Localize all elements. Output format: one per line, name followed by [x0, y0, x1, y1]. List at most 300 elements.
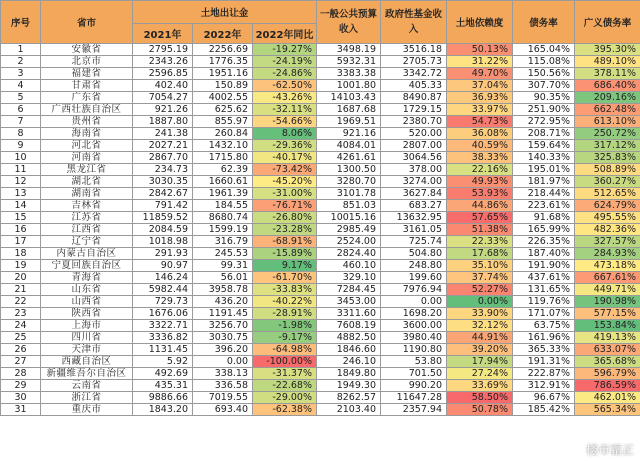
cell-budget: 3383.38: [317, 68, 381, 80]
cell-dependency: 44.86%: [447, 200, 513, 212]
cell-fund: 0.00: [381, 296, 447, 308]
cell-dependency: 27.24%: [447, 368, 513, 380]
cell-fund: 520.00: [381, 128, 447, 140]
cell-yoy: -1.98%: [253, 320, 317, 332]
cell-land-2022: 0.00: [193, 356, 253, 368]
cell-broad-debt: 153.84%: [575, 320, 640, 332]
header-yoy: 2022年同比: [253, 24, 317, 44]
cell-seq: 28: [1, 368, 41, 380]
cell-budget: 1969.51: [317, 116, 381, 128]
cell-seq: 7: [1, 116, 41, 128]
cell-debt: 96.67%: [513, 392, 575, 404]
cell-land-2021: 921.26: [133, 104, 193, 116]
cell-budget: 1849.80: [317, 368, 381, 380]
cell-budget: 2524.00: [317, 236, 381, 248]
cell-land-2022: 1951.16: [193, 68, 253, 80]
cell-broad-debt: 667.61%: [575, 272, 640, 284]
cell-land-2021: 90.97: [133, 260, 193, 272]
cell-land-2022: 3030.75: [193, 332, 253, 344]
table-row: [1, 368, 640, 380]
cell-yoy: -32.11%: [253, 104, 317, 116]
cell-broad-debt: 577.15%: [575, 308, 640, 320]
cell-province: 福建省: [41, 68, 133, 80]
table-row: [1, 320, 640, 332]
cell-land-2021: 234.73: [133, 164, 193, 176]
cell-seq: 17: [1, 236, 41, 248]
cell-seq: 24: [1, 320, 41, 332]
header-debt: 债务率: [513, 1, 575, 44]
cell-seq: 9: [1, 140, 41, 152]
cell-yoy: -62.50%: [253, 80, 317, 92]
table-row: [1, 164, 640, 176]
cell-seq: 3: [1, 68, 41, 80]
cell-fund: 683.27: [381, 200, 447, 212]
cell-land-2022: 150.89: [193, 80, 253, 92]
cell-land-2021: 1676.06: [133, 308, 193, 320]
cell-land-2022: 4002.55: [193, 92, 253, 104]
cell-seq: 22: [1, 296, 41, 308]
cell-debt: 90.35%: [513, 92, 575, 104]
cell-land-2021: 5.92: [133, 356, 193, 368]
cell-broad-debt: 449.71%: [575, 284, 640, 296]
table-row: [1, 56, 640, 68]
cell-dependency: 58.50%: [447, 392, 513, 404]
cell-fund: 3161.05: [381, 224, 447, 236]
cell-seq: 12: [1, 176, 41, 188]
cell-broad-debt: 190.98%: [575, 296, 640, 308]
cell-yoy: -31.37%: [253, 368, 317, 380]
cell-province: 云南省: [41, 380, 133, 392]
cell-land-2022: 338.13: [193, 368, 253, 380]
cell-land-2021: 2343.26: [133, 56, 193, 68]
cell-broad-debt: 624.79%: [575, 200, 640, 212]
cell-yoy: -24.19%: [253, 56, 317, 68]
cell-broad-debt: 596.79%: [575, 368, 640, 380]
cell-land-2022: 7019.55: [193, 392, 253, 404]
cell-yoy: -29.36%: [253, 140, 317, 152]
cell-fund: 405.33: [381, 80, 447, 92]
cell-budget: 1949.30: [317, 380, 381, 392]
cell-seq: 11: [1, 164, 41, 176]
table-row: [1, 92, 640, 104]
cell-seq: 13: [1, 188, 41, 200]
cell-budget: 2103.40: [317, 404, 381, 416]
cell-land-2022: 336.58: [193, 380, 253, 392]
cell-fund: 7976.94: [381, 284, 447, 296]
cell-dependency: 36.08%: [447, 128, 513, 140]
cell-dependency: 54.73%: [447, 116, 513, 128]
cell-yoy: -26.80%: [253, 212, 317, 224]
table-row: [1, 332, 640, 344]
cell-yoy: -62.38%: [253, 404, 317, 416]
cell-land-2022: 62.39: [193, 164, 253, 176]
cell-land-2022: 56.01: [193, 272, 253, 284]
table-row: [1, 152, 640, 164]
cell-seq: 31: [1, 404, 41, 416]
cell-fund: 13632.95: [381, 212, 447, 224]
cell-seq: 10: [1, 152, 41, 164]
cell-province: 吉林省: [41, 200, 133, 212]
cell-debt: 165.04%: [513, 44, 575, 56]
cell-fund: 2380.70: [381, 116, 447, 128]
table-row: [1, 212, 640, 224]
cell-budget: 4261.61: [317, 152, 381, 164]
header-fund: 政府性基金收入: [381, 1, 447, 44]
cell-fund: 11647.28: [381, 392, 447, 404]
cell-land-2022: 1961.39: [193, 188, 253, 200]
cell-broad-debt: 662.48%: [575, 104, 640, 116]
cell-debt: 187.40%: [513, 248, 575, 260]
cell-broad-debt: 482.36%: [575, 224, 640, 236]
cell-seq: 2: [1, 56, 41, 68]
cell-seq: 21: [1, 284, 41, 296]
cell-seq: 14: [1, 200, 41, 212]
cell-broad-debt: 473.18%: [575, 260, 640, 272]
cell-fund: 2705.73: [381, 56, 447, 68]
cell-budget: 4084.01: [317, 140, 381, 152]
table-row: [1, 272, 640, 284]
cell-budget: 1300.50: [317, 164, 381, 176]
cell-fund: 3627.84: [381, 188, 447, 200]
cell-land-2021: 1843.20: [133, 404, 193, 416]
cell-land-2021: 7054.27: [133, 92, 193, 104]
cell-debt: 140.33%: [513, 152, 575, 164]
cell-dependency: 38.33%: [447, 152, 513, 164]
cell-land-2022: 396.20: [193, 344, 253, 356]
cell-province: 安徽省: [41, 44, 133, 56]
cell-seq: 19: [1, 260, 41, 272]
cell-province: 江西省: [41, 224, 133, 236]
cell-province: 黑龙江省: [41, 164, 133, 176]
cell-fund: 990.20: [381, 380, 447, 392]
cell-fund: 504.80: [381, 248, 447, 260]
cell-land-2021: 1887.80: [133, 116, 193, 128]
cell-province: 山西省: [41, 296, 133, 308]
cell-land-2021: 291.93: [133, 248, 193, 260]
cell-land-2021: 3322.71: [133, 320, 193, 332]
cell-budget: 1687.68: [317, 104, 381, 116]
cell-budget: 460.10: [317, 260, 381, 272]
cell-debt: 208.71%: [513, 128, 575, 140]
cell-land-2022: 2256.69: [193, 44, 253, 56]
cell-debt: 150.56%: [513, 68, 575, 80]
cell-debt: 195.01%: [513, 164, 575, 176]
table-row: [1, 404, 640, 416]
cell-dependency: 33.97%: [447, 104, 513, 116]
cell-seq: 15: [1, 212, 41, 224]
cell-province: 重庆市: [41, 404, 133, 416]
cell-dependency: 50.13%: [447, 44, 513, 56]
cell-land-2021: 2795.19: [133, 44, 193, 56]
cell-broad-debt: 495.55%: [575, 212, 640, 224]
table-row: [1, 284, 640, 296]
header-2021: 2021年: [133, 24, 193, 44]
cell-land-2022: 1715.80: [193, 152, 253, 164]
cell-province: 贵州省: [41, 116, 133, 128]
cell-land-2021: 2867.70: [133, 152, 193, 164]
cell-fund: 701.50: [381, 368, 447, 380]
cell-province: 宁夏回族自治区: [41, 260, 133, 272]
cell-seq: 5: [1, 92, 41, 104]
cell-seq: 8: [1, 128, 41, 140]
cell-land-2021: 1131.45: [133, 344, 193, 356]
cell-province: 山东省: [41, 284, 133, 296]
cell-yoy: -40.17%: [253, 152, 317, 164]
header-province: 省市: [41, 1, 133, 44]
cell-land-2022: 693.40: [193, 404, 253, 416]
watermark: [570, 441, 634, 458]
cell-dependency: 33.69%: [447, 380, 513, 392]
cell-debt: 191.31%: [513, 356, 575, 368]
cell-broad-debt: 209.16%: [575, 92, 640, 104]
cell-debt: 191.90%: [513, 260, 575, 272]
cell-seq: 30: [1, 392, 41, 404]
cell-dependency: 36.93%: [447, 92, 513, 104]
cell-yoy: 9.17%: [253, 260, 317, 272]
cell-debt: 115.08%: [513, 56, 575, 68]
cell-dependency: 53.93%: [447, 188, 513, 200]
cell-land-2022: 3958.78: [193, 284, 253, 296]
cell-yoy: -73.42%: [253, 164, 317, 176]
cell-province: 辽宁省: [41, 236, 133, 248]
table-row: [1, 176, 640, 188]
cell-dependency: 37.74%: [447, 272, 513, 284]
cell-fund: 8490.87: [381, 92, 447, 104]
cell-yoy: -22.68%: [253, 380, 317, 392]
cell-seq: 18: [1, 248, 41, 260]
cell-seq: 26: [1, 344, 41, 356]
cell-province: 甘肃省: [41, 80, 133, 92]
cell-dependency: 22.33%: [447, 236, 513, 248]
cell-debt: 119.76%: [513, 296, 575, 308]
cell-land-2021: 729.73: [133, 296, 193, 308]
cell-seq: 4: [1, 80, 41, 92]
cell-yoy: -54.66%: [253, 116, 317, 128]
cell-land-2021: 402.40: [133, 80, 193, 92]
cell-debt: 222.87%: [513, 368, 575, 380]
cell-yoy: -28.91%: [253, 308, 317, 320]
cell-province: 广东省: [41, 92, 133, 104]
cell-land-2021: 9886.66: [133, 392, 193, 404]
cell-dependency: 49.93%: [447, 176, 513, 188]
cell-yoy: -68.91%: [253, 236, 317, 248]
cell-province: 北京市: [41, 56, 133, 68]
cell-province: 天津市: [41, 344, 133, 356]
cell-fund: 3980.40: [381, 332, 447, 344]
cell-debt: 165.99%: [513, 224, 575, 236]
cell-land-2021: 3030.35: [133, 176, 193, 188]
cell-province: 西藏自治区: [41, 356, 133, 368]
cell-fund: 378.00: [381, 164, 447, 176]
cell-province: 河南省: [41, 152, 133, 164]
cell-broad-debt: 378.11%: [575, 68, 640, 80]
cell-yoy: -76.71%: [253, 200, 317, 212]
table-row: [1, 296, 640, 308]
table-header: [1, 1, 640, 44]
cell-broad-debt: 489.10%: [575, 56, 640, 68]
cell-broad-debt: 512.65%: [575, 188, 640, 200]
cell-yoy: -43.26%: [253, 92, 317, 104]
cell-yoy: -9.17%: [253, 332, 317, 344]
header-land-transfer: 土地出让金: [133, 1, 317, 24]
cell-land-2022: 436.20: [193, 296, 253, 308]
table-row: [1, 104, 640, 116]
cell-fund: 725.74: [381, 236, 447, 248]
cell-budget: 329.10: [317, 272, 381, 284]
cell-dependency: 52.27%: [447, 284, 513, 296]
cell-fund: 3600.00: [381, 320, 447, 332]
cell-budget: 8262.57: [317, 392, 381, 404]
cell-yoy: -64.98%: [253, 344, 317, 356]
cell-dependency: 17.68%: [447, 248, 513, 260]
cell-fund: 248.80: [381, 260, 447, 272]
cell-dependency: 57.65%: [447, 212, 513, 224]
camera-icon: [570, 442, 584, 456]
cell-fund: 3516.18: [381, 44, 447, 56]
cell-debt: 437.61%: [513, 272, 575, 284]
cell-yoy: -19.27%: [253, 44, 317, 56]
cell-province: 内蒙古自治区: [41, 248, 133, 260]
cell-debt: 218.44%: [513, 188, 575, 200]
cell-debt: 63.75%: [513, 320, 575, 332]
cell-debt: 185.42%: [513, 404, 575, 416]
cell-broad-debt: 786.59%: [575, 380, 640, 392]
cell-fund: 1729.15: [381, 104, 447, 116]
cell-debt: 226.35%: [513, 236, 575, 248]
cell-dependency: 44.91%: [447, 332, 513, 344]
header-broad-debt: 广义债务率: [575, 1, 640, 44]
cell-broad-debt: 360.27%: [575, 176, 640, 188]
cell-dependency: 31.22%: [447, 56, 513, 68]
header-budget: 一般公共预算收入: [317, 1, 381, 44]
cell-fund: 199.60: [381, 272, 447, 284]
cell-broad-debt: 508.89%: [575, 164, 640, 176]
cell-debt: 171.07%: [513, 308, 575, 320]
cell-budget: 10015.16: [317, 212, 381, 224]
cell-seq: 20: [1, 272, 41, 284]
cell-debt: 91.68%: [513, 212, 575, 224]
cell-broad-debt: 565.34%: [575, 404, 640, 416]
table-row: [1, 44, 640, 56]
cell-land-2022: 260.84: [193, 128, 253, 140]
cell-dependency: 17.94%: [447, 356, 513, 368]
cell-land-2021: 492.69: [133, 368, 193, 380]
cell-budget: 1001.80: [317, 80, 381, 92]
cell-land-2022: 625.62: [193, 104, 253, 116]
cell-province: 海南省: [41, 128, 133, 140]
cell-debt: 251.90%: [513, 104, 575, 116]
cell-yoy: -33.83%: [253, 284, 317, 296]
cell-budget: 246.10: [317, 356, 381, 368]
watermark-text: 楼市霜正: [585, 443, 634, 457]
cell-yoy: -29.00%: [253, 392, 317, 404]
cell-land-2022: 99.31: [193, 260, 253, 272]
cell-debt: 365.33%: [513, 344, 575, 356]
cell-land-2022: 8680.74: [193, 212, 253, 224]
cell-seq: 16: [1, 224, 41, 236]
cell-budget: 7608.19: [317, 320, 381, 332]
cell-budget: 14103.43: [317, 92, 381, 104]
cell-debt: 312.91%: [513, 380, 575, 392]
cell-land-2021: 146.24: [133, 272, 193, 284]
cell-province: 江苏省: [41, 212, 133, 224]
cell-yoy: -24.86%: [253, 68, 317, 80]
cell-dependency: 51.38%: [447, 224, 513, 236]
cell-dependency: 50.78%: [447, 404, 513, 416]
cell-province: 陕西省: [41, 308, 133, 320]
cell-broad-debt: 365.68%: [575, 356, 640, 368]
table-row: [1, 236, 640, 248]
cell-debt: 159.64%: [513, 140, 575, 152]
cell-yoy: -15.89%: [253, 248, 317, 260]
cell-broad-debt: 317.12%: [575, 140, 640, 152]
cell-province: 四川省: [41, 332, 133, 344]
cell-yoy: -45.20%: [253, 176, 317, 188]
cell-land-2022: 1776.35: [193, 56, 253, 68]
table-row: [1, 224, 640, 236]
table-row: [1, 140, 640, 152]
cell-broad-debt: 613.10%: [575, 116, 640, 128]
table-row: [1, 248, 640, 260]
cell-dependency: 40.59%: [447, 140, 513, 152]
cell-yoy: -100.00%: [253, 356, 317, 368]
cell-budget: 4882.50: [317, 332, 381, 344]
cell-budget: 2824.40: [317, 248, 381, 260]
header-2022: 2022年: [193, 24, 253, 44]
table-row: [1, 344, 640, 356]
cell-debt: 181.97%: [513, 176, 575, 188]
cell-broad-debt: 325.83%: [575, 152, 640, 164]
cell-budget: 1846.60: [317, 344, 381, 356]
cell-dependency: 49.70%: [447, 68, 513, 80]
cell-province: 新疆维吾尔自治区: [41, 368, 133, 380]
cell-budget: 3101.78: [317, 188, 381, 200]
cell-land-2021: 2027.21: [133, 140, 193, 152]
cell-fund: 1190.80: [381, 344, 447, 356]
cell-fund: 2807.00: [381, 140, 447, 152]
cell-seq: 6: [1, 104, 41, 116]
cell-broad-debt: 419.13%: [575, 332, 640, 344]
cell-dependency: 39.20%: [447, 344, 513, 356]
cell-land-2021: 3336.82: [133, 332, 193, 344]
cell-fund: 3064.56: [381, 152, 447, 164]
cell-land-2021: 2596.85: [133, 68, 193, 80]
table-row: [1, 392, 640, 404]
cell-land-2022: 1191.45: [193, 308, 253, 320]
cell-land-2022: 316.79: [193, 236, 253, 248]
table-body: [1, 44, 640, 416]
cell-budget: 3498.19: [317, 44, 381, 56]
cell-province: 湖南省: [41, 188, 133, 200]
cell-budget: 2985.49: [317, 224, 381, 236]
cell-yoy: -23.28%: [253, 224, 317, 236]
cell-fund: 53.80: [381, 356, 447, 368]
cell-land-2021: 1018.98: [133, 236, 193, 248]
table-row: [1, 80, 640, 92]
cell-fund: 2357.94: [381, 404, 447, 416]
cell-debt: 272.95%: [513, 116, 575, 128]
cell-broad-debt: 327.57%: [575, 236, 640, 248]
table-row: [1, 356, 640, 368]
cell-debt: 161.96%: [513, 332, 575, 344]
cell-land-2021: 241.38: [133, 128, 193, 140]
table-row: [1, 380, 640, 392]
cell-yoy: -40.22%: [253, 296, 317, 308]
table-row: [1, 260, 640, 272]
table-row: [1, 128, 640, 140]
cell-land-2021: 11859.52: [133, 212, 193, 224]
cell-budget: 7284.45: [317, 284, 381, 296]
